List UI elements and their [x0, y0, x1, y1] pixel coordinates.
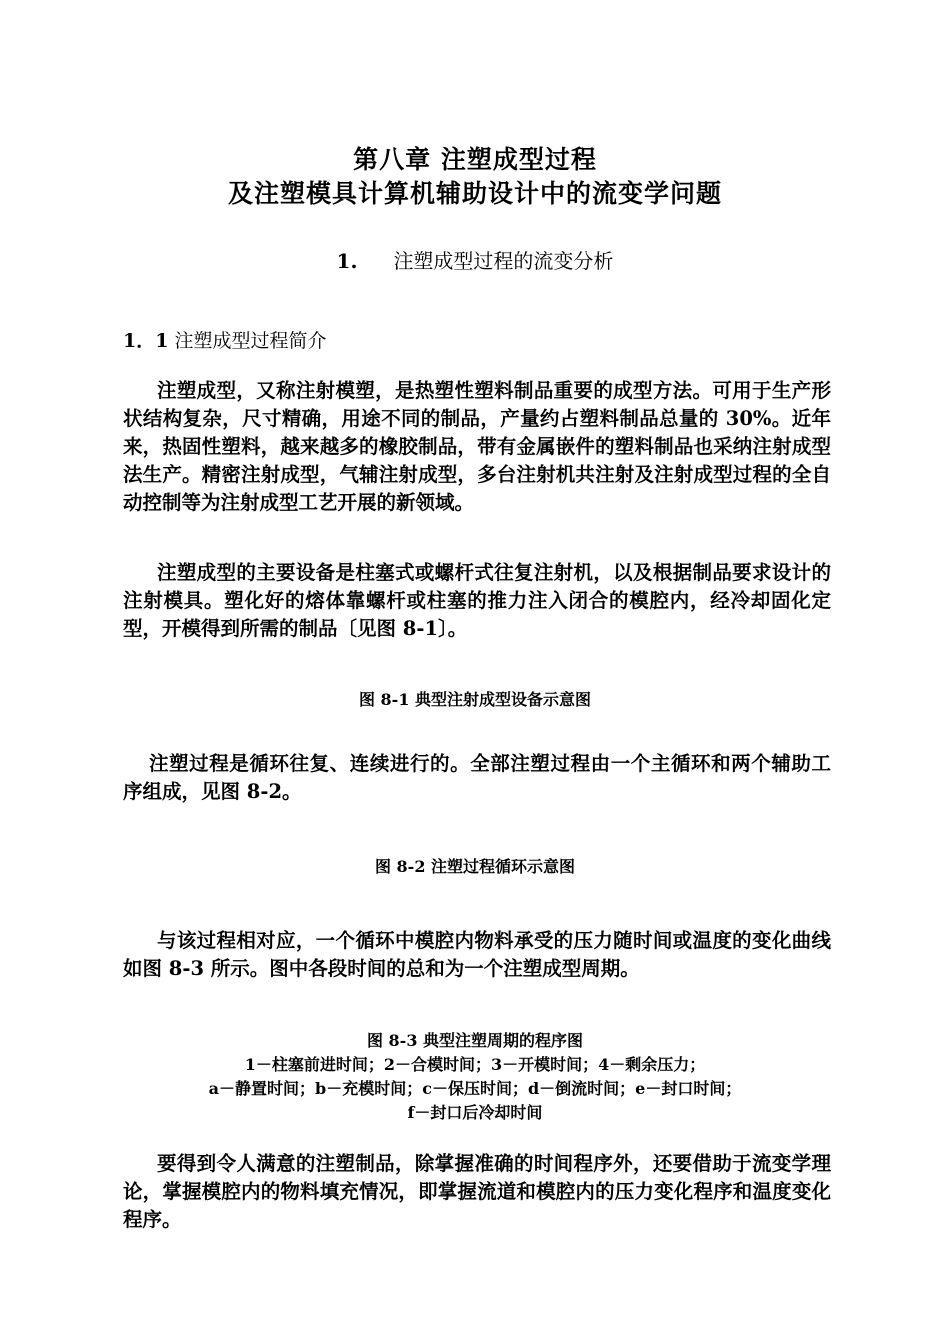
paragraph-3: 注塑过程是循环往复、连续进行的。全部注塑过程由一个主循环和两个辅助工序组成，见图 8-2。 [123, 752, 831, 803]
paragraph-5: 要得到令人满意的注塑制品，除掌握准确的时间程序外，还要借助于流变学理论，掌握模腔内的物料填充情况，即掌握流道和模腔内的压力变化程序和温度变化程序。 [123, 1152, 831, 1231]
subsection-title: 注塑成型过程简介 [174, 330, 327, 352]
figure-8-3-title: 图 8-3 典型注塑周期的程序图 [366, 1031, 584, 1050]
chapter-title-line2: 及注塑模具计算机辅助设计中的流变学问题 [227, 179, 722, 208]
paragraph-1: 注塑成型，又称注射模塑，是热塑性塑料制品重要的成型方法。可用于生产形状结构复杂，尺寸精确，用途不同的制品，产量约占塑料制品总量的 30%。近年来，热固性塑料，越来越多的橡胶制品，带有金属嵌件的塑料制品也采纳注射成型法生产。精密注射成型，气辅注射成型，多台注射机共注射及注射成型过程的全自动控制等为注射成型工艺开展的新领域。 [123, 379, 831, 514]
figure-8-3-legend-line2: a－静置时间；b－充模时间；c－保压时间；d－倒流时间；e－封口时间； [208, 1079, 742, 1098]
section-number: 1. [336, 249, 358, 273]
paragraph-2: 注塑成型的主要设备是柱塞式或螺杆式往复注射机，以及根据制品要求设计的注射模具。塑化好的熔体靠螺杆或柱塞的推力注入闭合的模腔内，经冷却固化定型，开模得到所需的制品〔见图 8-1〕。 [123, 561, 831, 640]
section-title: 注塑成型过程的流变分析 [393, 249, 614, 273]
paragraph-4: 与该过程相对应，一个循环中模腔内物料承受的压力随时间或温度的变化曲线如图 8-3 所示。图中各段时间的总和为一个注塑成型周期。 [123, 929, 831, 980]
figure-8-2-caption: 图 8-2 注塑过程循环示意图 [374, 857, 576, 876]
figure-8-3-legend-line3: f－封口后冷却时间 [407, 1103, 543, 1122]
subsection-number: 1．1 [123, 330, 169, 352]
figure-8-3-caption [0, 1029, 950, 1125]
subsection-heading [123, 327, 327, 355]
chapter-title-line1: 第八章 注塑成型过程 [353, 145, 597, 174]
figure-8-1-caption: 图 8-1 典型注射成型设备示意图 [358, 690, 592, 709]
section-heading [0, 247, 950, 275]
figure-8-3-legend-line1: 1－柱塞前进时间；2－合模时间；3－开模时间；4－剩余压力； [244, 1055, 706, 1074]
